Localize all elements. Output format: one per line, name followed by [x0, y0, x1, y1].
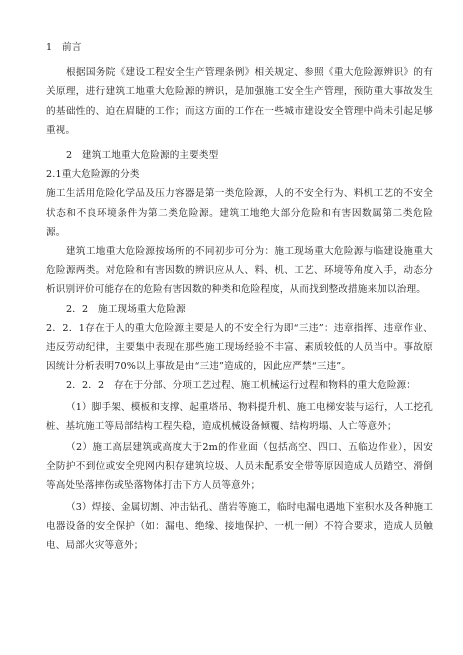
paragraph-classification: 施工生活用危险化学品及压力容器是第一类危险源，人的不安全行为、料机工艺的不安全状态和不良环境条件为第二类危险源。建筑工地绝大部分危险和有害因数属第二类危险源。	[46, 188, 433, 238]
paragraph-intro: 根据国务院《建设工程安全生产管理条例》相关规定、参照《重大危险源辨识》的有关原理，进行建筑工地重大危险源的辨识，是加强施工安全生产管理，预防重大事故发生的基础性的、迫在眉睫的工作；而这方面的工作在一些城市建设安全管理中尚未引起足够重视。	[46, 67, 433, 136]
paragraph-human-hazards: 2．2．1存在于人的重大危险源主要是人的不安全行为即“三违”：违章指挥、违章作业、违反劳动纪律，主要集中表现在那些施工现场经验不丰富、素质较低的人员当中。事故原因统计分析表明70%以上事故是由“三违”造成的，因此应严禁“三违”。	[46, 322, 433, 373]
paragraph-process-hazards: 2．2．2 存在于分部、分项工艺过程、施工机械运行过程和物料的重大危险源：	[66, 380, 417, 392]
paragraph-site-categories: 建筑工地重大危险源按场所的不同初步可分为：施工现场重大危险源与临建设施重大危险源两类。对危险和有害因数的辨识应从人、料、机、工艺、环境等角度入手，动态分析识别评价可能存在的危险有害因数的种类和危险程度，从而找到整改措施来加以治理。	[46, 246, 433, 296]
section-heading-preface: 1 前言	[46, 42, 82, 53]
section-heading-types: 2 建筑工地重大危险源的主要类型	[66, 150, 219, 162]
subsection-heading-site-hazards: 2．2 施工现场重大危险源	[66, 303, 186, 315]
list-item-falls: （2）施工高层建筑或高度大于2m的作业面（包括高空、四口、五临边作业），因安全防护不到位或安全兜网内积存建筑垃圾、人员未配系安全带等原因造成人员踏空、滑倒等高处坠落摔伤或坠落物体打击下方人员等意外；	[46, 442, 433, 492]
list-item-electrical: （3）焊接、金属切割、冲击钻孔、凿岩等施工，临时电漏电遇地下室积水及各种施工电器设备的安全保护（如：漏电、绝缘、接地保护、一机一闸）不符合要求，造成人员触电、局部火灾等意外；	[46, 501, 433, 552]
subsection-heading-classification: 2.1重大危险源的分类	[46, 169, 140, 181]
list-item-structural: （1）脚手架、模板和支撑、起重塔吊、物料提升机、施工电梯安装与运行，人工挖孔桩、基坑施工等局部结构工程失稳，造成机械设备倾覆、结构坍塌、人亡等意外；	[46, 401, 433, 432]
